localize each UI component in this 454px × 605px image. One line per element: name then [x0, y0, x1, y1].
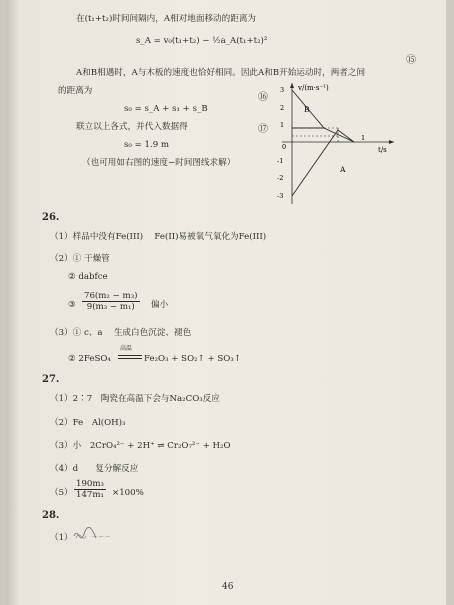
y-ticks	[277, 86, 286, 200]
answer-prefix: ② 2FeSO₄	[68, 354, 111, 364]
scribble-mark	[70, 524, 130, 548]
reaction-equals	[118, 355, 142, 359]
equation-number: ⑮	[406, 55, 416, 66]
line-A	[292, 130, 354, 196]
text-line: （也可用如右图的速度−时间图线求解）	[82, 158, 236, 168]
line-B	[292, 90, 354, 142]
answer-line: Fe₂O₃ + SO₂↑ + SO₃↑	[144, 354, 241, 364]
answer-line: （1）样品中没有Fe(III) Fe(II)易被氧气氧化为Fe(III)	[50, 232, 267, 242]
y-tick-label: 3	[280, 86, 285, 94]
answer-suffix: ×100%	[112, 488, 144, 498]
text-line: 联立以上各式，并代入数据得	[76, 122, 188, 132]
equation-value: s₀ = 1.9 m	[124, 140, 170, 150]
answer-line: （3）① c、a 生成白色沉淀、褪色	[50, 328, 192, 338]
equation-number: ⑯	[258, 92, 268, 103]
x-tick-label: 1	[361, 134, 366, 142]
y-tick-label: 1	[280, 121, 285, 129]
answer-prefix: （5）	[50, 488, 73, 498]
label-B: B	[304, 105, 310, 114]
equation-number: ⑰	[258, 124, 268, 135]
answer-prefix: ③	[68, 300, 76, 310]
answer-line: （1）2∶7 陶瓷在高温下会与Na₂CO₃反应	[50, 394, 220, 404]
answer-suffix: 偏小	[151, 300, 169, 310]
question-number: 26.	[42, 212, 60, 223]
document-page	[6, 0, 446, 605]
answer-line: ② dabfce	[68, 272, 108, 282]
y-axis-arrow	[290, 83, 294, 88]
y-tick-label: -3	[277, 192, 284, 200]
y-tick-label: 0	[282, 143, 287, 151]
text-line: A和B相遇时，A与木板的速度也恰好相同。因此A和B开始运动时，两者之间	[76, 68, 366, 78]
fraction-denominator: 9(m₃ − m₁)	[86, 302, 135, 312]
reaction-condition: 高温	[120, 345, 133, 352]
answer-prefix: （1）	[50, 533, 73, 543]
question-number: 28.	[42, 510, 60, 521]
velocity-time-graph	[274, 80, 404, 210]
y-tick-label: -2	[277, 174, 284, 182]
equation-s0: s₀ = s_A + s₁ + s_B	[124, 104, 208, 114]
answer-line: （2）Fe Al(OH)₃	[50, 418, 126, 428]
x-axis-label: t/s	[378, 146, 387, 154]
y-axis-label: v/(m·s⁻¹)	[298, 84, 329, 92]
text-line: 在(t₁+t₂)时间间隔内，A相对地面移动的距离为	[76, 14, 257, 24]
page-binding-shadow	[6, 0, 20, 605]
page-number: 46	[222, 582, 234, 592]
equation-sA: s_A = v₀(t₁+t₂) − ½a_A(t₁+t₂)²	[136, 36, 268, 46]
question-number: 27.	[42, 374, 60, 385]
answer-line: （2）① 干燥管	[50, 254, 110, 264]
fraction-denominator: 147m₁	[76, 490, 104, 500]
svg-text:— — —: — — —	[92, 534, 111, 540]
label-A: A	[340, 165, 346, 174]
y-tick-label: -1	[277, 157, 284, 165]
fraction	[82, 291, 140, 312]
answer-line: （4）d 复分解反应	[50, 464, 139, 474]
text-line: 的距离为	[58, 86, 93, 96]
x-axis-arrow	[389, 140, 394, 144]
answer-line: （3）小 2CrO₄²⁻ + 2H⁺ ⇌ Cr₂O₇²⁻ + H₂O	[50, 441, 231, 451]
fraction-numerator: 76(m₂ − m₃)	[84, 291, 138, 301]
fraction	[74, 479, 106, 500]
fraction-numerator: 190m₃	[76, 479, 104, 489]
y-tick-label: 2	[280, 104, 285, 112]
